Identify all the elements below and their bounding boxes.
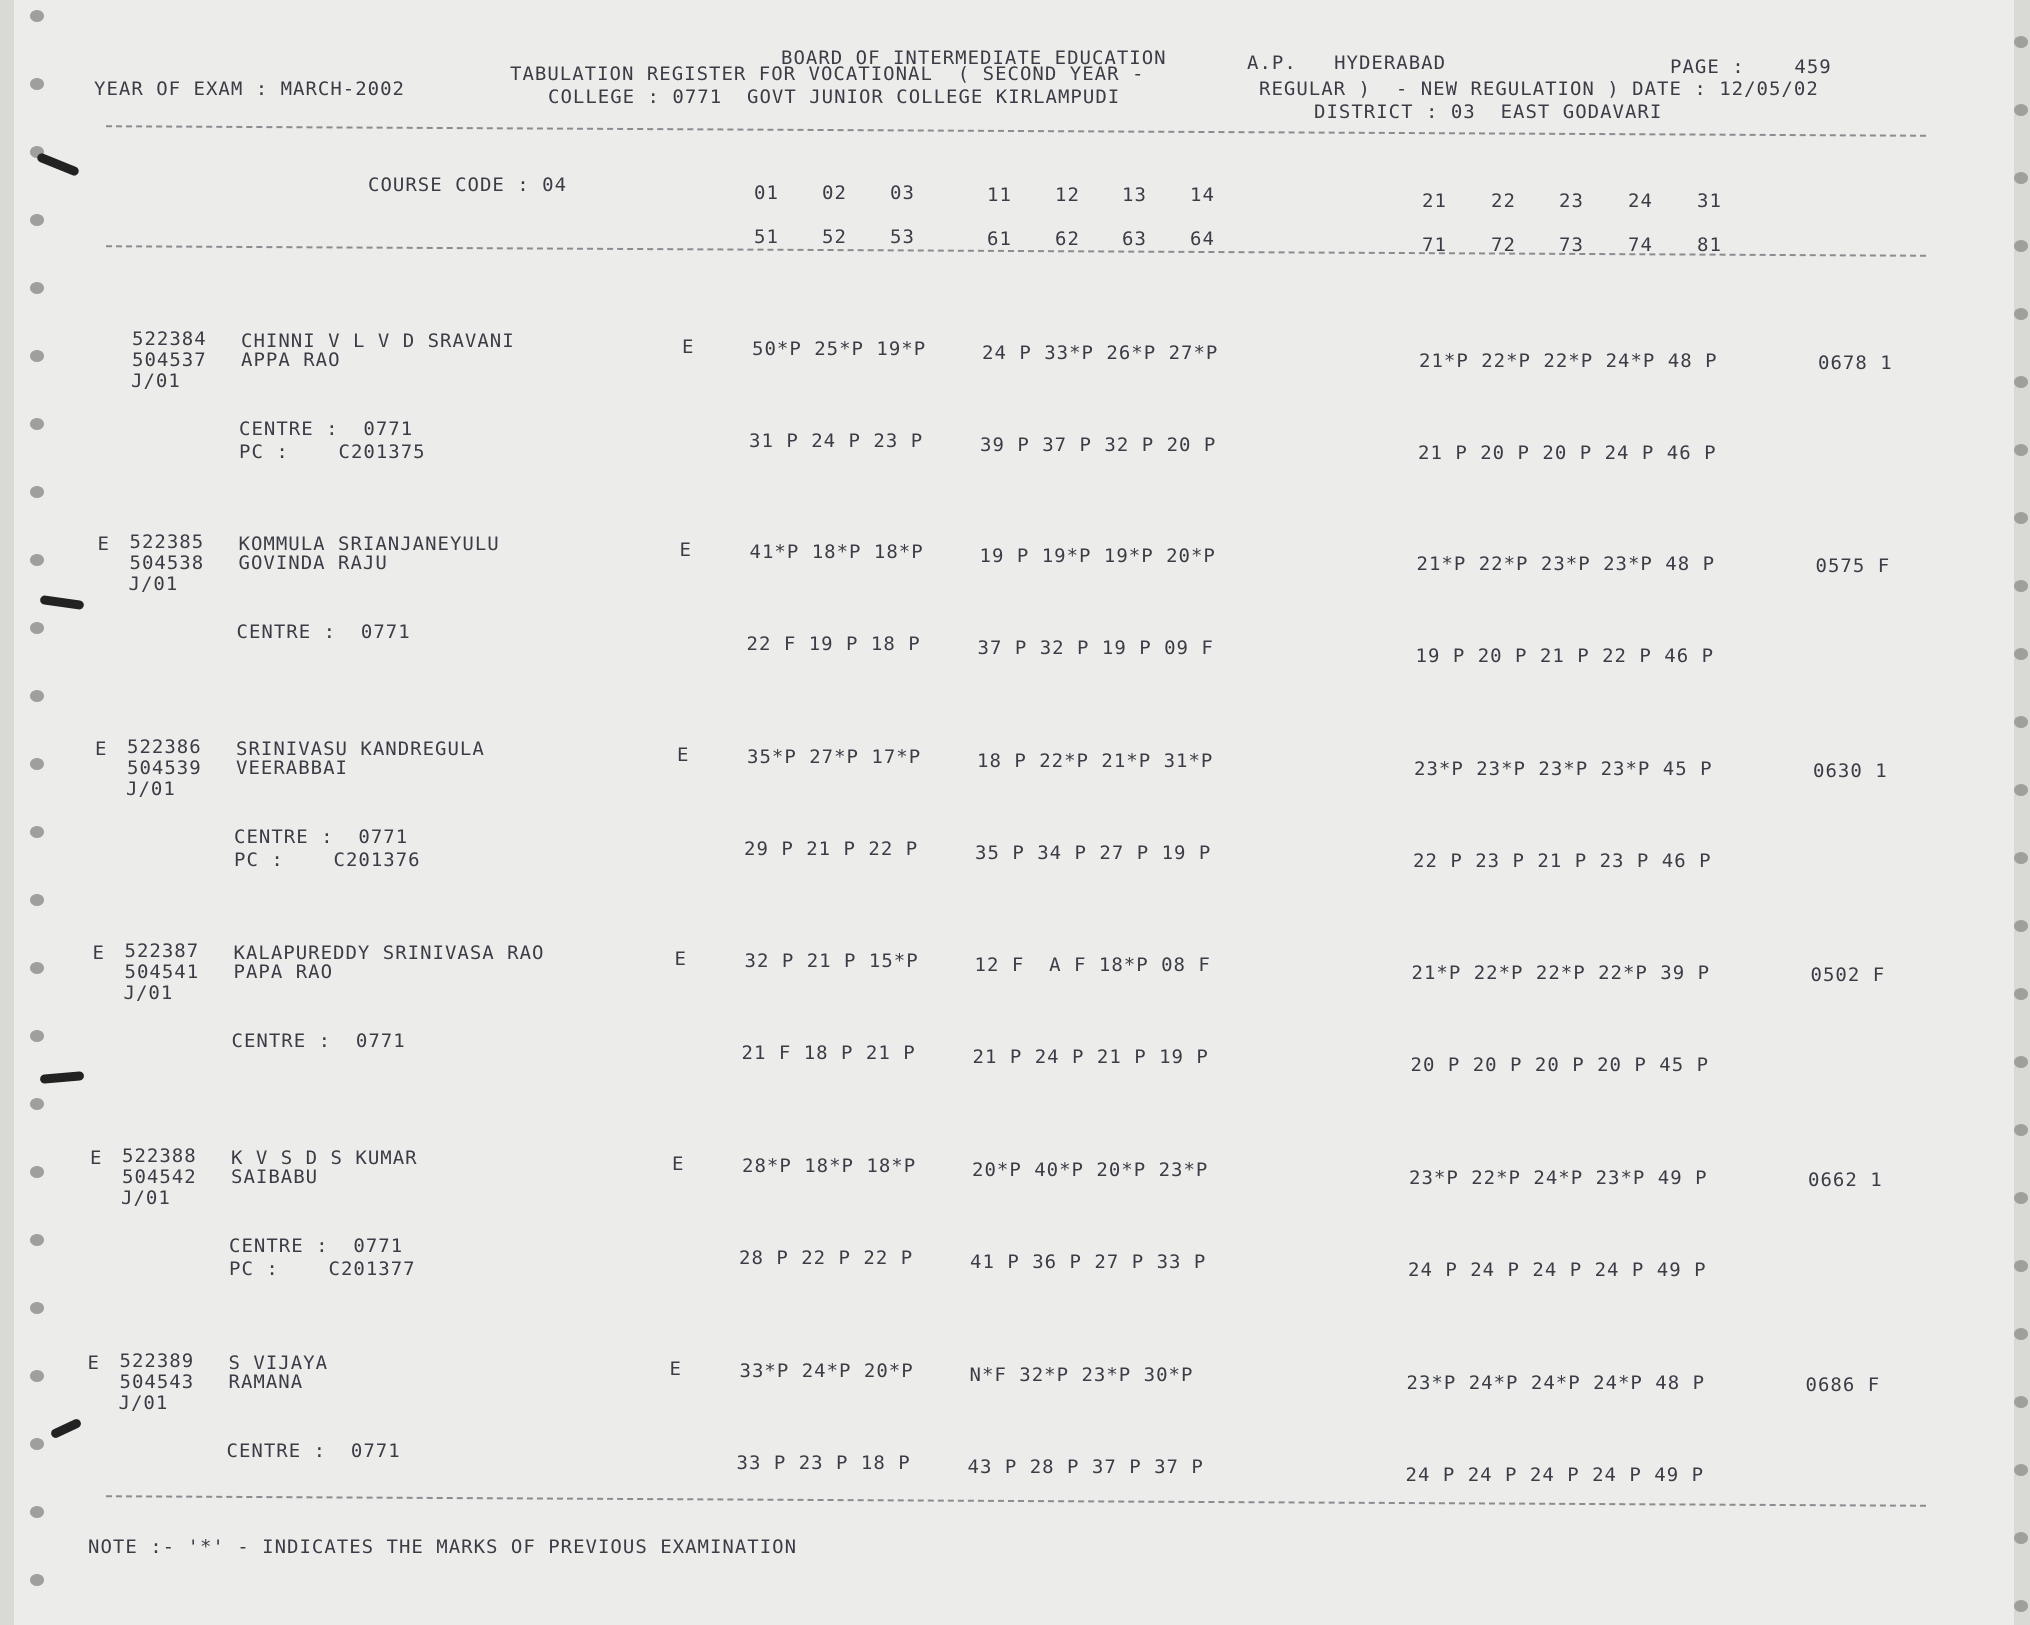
feed-hole: [30, 622, 44, 634]
marks-row1-part1: 28*P 18*P 18*P: [742, 1155, 917, 1177]
feed-hole: [30, 10, 44, 22]
subject-code: 64: [1190, 228, 1215, 250]
subject-code: 14: [1190, 184, 1215, 206]
feed-hole: [30, 1506, 44, 1518]
feed-hole: [30, 758, 44, 770]
marks-row2-part2: 37 P 32 P 19 P 09 F: [977, 637, 1214, 659]
feed-hole: [2014, 1328, 2028, 1340]
marks-row1-part3: 23*P 24*P 24*P 24*P 48 P: [1406, 1372, 1706, 1394]
candidate-name: SRINIVASU KANDREGULA: [236, 738, 485, 760]
marks-row1-part3: 23*P 23*P 23*P 23*P 45 P: [1414, 758, 1713, 780]
feed-hole: [2014, 784, 2028, 796]
father-name: VEERABBAI: [236, 757, 348, 779]
feed-hole: [30, 962, 44, 974]
total-result: 0502 F: [1810, 964, 1886, 986]
marks-row2-part1: 31 P 24 P 23 P: [749, 430, 924, 452]
subject-code: 51: [754, 226, 779, 248]
registration-number: 522386: [127, 736, 202, 758]
total-result: 0575 F: [1815, 555, 1891, 577]
feed-hole: [30, 826, 44, 838]
feed-hole: [2014, 1464, 2028, 1476]
group-code: J/01: [118, 1392, 169, 1414]
subject-code: 71: [1422, 234, 1447, 256]
feed-hole: [30, 214, 44, 226]
marks-row2-part3: 19 P 20 P 21 P 22 P 46 P: [1415, 645, 1715, 667]
hall-ticket-number: 504537: [132, 349, 207, 371]
marks-row1-part1: 33*P 24*P 20*P: [739, 1360, 914, 1382]
marks-row2-part1: 22 F 19 P 18 P: [746, 633, 921, 655]
candidate-name: KOMMULA SRIANJANEYULU: [238, 533, 500, 555]
hall-ticket-number: 504543: [119, 1371, 195, 1393]
register-title: TABULATION REGISTER FOR VOCATIONAL ( SECOND YEAR -: [510, 63, 1145, 85]
subject-code: 72: [1491, 234, 1516, 256]
father-name: PAPA RAO: [233, 961, 334, 983]
registration-number: 522387: [124, 940, 200, 962]
feed-hole: [30, 418, 44, 430]
regulation-date: REGULAR ) - NEW REGULATION ) DATE : 12/05/02: [1259, 78, 1819, 100]
subject-code: 63: [1122, 228, 1147, 250]
marks-row1-part2: 19 P 19*P 19*P 20*P: [979, 545, 1216, 567]
hall-ticket-number: 504542: [122, 1166, 197, 1188]
feed-hole: [30, 1234, 44, 1246]
subject-code: 62: [1055, 228, 1080, 250]
group-code: J/01: [131, 370, 181, 392]
centre: CENTRE : 0771: [229, 1235, 404, 1257]
feed-hole: [2014, 580, 2028, 592]
hall-ticket-number: 504541: [124, 961, 200, 983]
subject-code: 53: [890, 226, 915, 248]
subject-code: 23: [1559, 190, 1584, 212]
subject-code: 22: [1491, 190, 1516, 212]
centre: CENTRE : 0771: [226, 1440, 401, 1462]
subject-code: 31: [1697, 190, 1722, 212]
registration-number: 522384: [132, 328, 207, 350]
feed-hole: [30, 554, 44, 566]
subject-code: 11: [987, 184, 1012, 206]
marks-row2-part2: 35 P 34 P 27 P 19 P: [975, 842, 1212, 864]
board-title: BOARD OF INTERMEDIATE EDUCATION: [781, 47, 1167, 69]
marks-row2-part1: 29 P 21 P 22 P: [744, 838, 919, 860]
pc-number: PC : C201375: [239, 441, 426, 463]
subject-code: 01: [754, 182, 779, 204]
marks-row1-part3: 23*P 22*P 24*P 23*P 49 P: [1409, 1167, 1708, 1189]
college-name: COLLEGE : 0771 GOVT JUNIOR COLLEGE KIRLAMPUDI: [548, 86, 1121, 108]
exempt-flag: E: [90, 1147, 103, 1169]
subject-code: 21: [1422, 190, 1447, 212]
marks-row1-part2: 24 P 33*P 26*P 27*P: [982, 342, 1219, 364]
marks-row1-part2: 20*P 40*P 20*P 23*P: [972, 1159, 1209, 1181]
subject-code: 74: [1628, 234, 1653, 256]
father-name: APPA RAO: [241, 349, 341, 371]
subject-code: 03: [890, 182, 915, 204]
father-name: GOVINDA RAJU: [238, 552, 388, 574]
tabulation-register-sheet: [14, 0, 2014, 1625]
father-name: RAMANA: [228, 1371, 304, 1393]
subject-code: 12: [1055, 184, 1080, 206]
feed-hole: [30, 350, 44, 362]
feed-hole: [30, 1030, 44, 1042]
marks-row1-part1: 32 P 21 P 15*P: [744, 950, 919, 972]
medium: E: [669, 1358, 682, 1380]
feed-hole: [2014, 920, 2028, 932]
subject-code: 02: [822, 182, 847, 204]
feed-hole: [2014, 36, 2028, 48]
feed-hole: [2014, 1124, 2028, 1136]
pc-number: PC : C201377: [229, 1258, 416, 1280]
total-result: 0630 1: [1813, 760, 1888, 782]
marks-row2-part3: 24 P 24 P 24 P 24 P 49 P: [1408, 1259, 1707, 1281]
medium: E: [672, 1153, 685, 1175]
feed-hole: [2014, 1396, 2028, 1408]
marks-row2-part1: 21 F 18 P 21 P: [741, 1042, 916, 1064]
marks-row2-part2: 21 P 24 P 21 P 19 P: [972, 1046, 1209, 1068]
feed-hole: [2014, 1056, 2028, 1068]
marks-row2-part2: 39 P 37 P 32 P 20 P: [980, 434, 1217, 456]
marks-row1-part2: 18 P 22*P 21*P 31*P: [977, 750, 1214, 772]
feed-hole: [2014, 1532, 2028, 1544]
marks-row2-part3: 20 P 20 P 20 P 20 P 45 P: [1410, 1054, 1710, 1076]
total-result: 0678 1: [1818, 352, 1893, 374]
feed-hole: [2014, 1192, 2028, 1204]
medium: E: [682, 336, 695, 358]
subject-code: 73: [1559, 234, 1584, 256]
marks-row2-part1: 33 P 23 P 18 P: [736, 1452, 911, 1474]
candidate-name: CHINNI V L V D SRAVANI: [241, 330, 515, 352]
feed-hole: [2014, 444, 2028, 456]
feed-hole: [30, 1302, 44, 1314]
feed-hole: [2014, 716, 2028, 728]
subject-code: 81: [1697, 234, 1722, 256]
exempt-flag: E: [92, 942, 105, 964]
marks-row1-part1: 41*P 18*P 18*P: [749, 541, 924, 563]
tractor-feed-holes-right: [2008, 0, 2030, 1625]
divider-bottom: [106, 1495, 1926, 1507]
exempt-flag: E: [87, 1352, 100, 1374]
subject-code: 61: [987, 228, 1012, 250]
marks-row2-part1: 28 P 22 P 22 P: [739, 1247, 914, 1269]
marks-row1-part2: N*F 32*P 23*P 30*P: [969, 1364, 1194, 1386]
page-number: PAGE : 459: [1670, 56, 1832, 78]
punch-mark: [50, 1418, 83, 1440]
group-code: J/01: [128, 573, 179, 595]
divider-header: [106, 245, 1926, 257]
marks-row1-part3: 21*P 22*P 22*P 22*P 39 P: [1411, 962, 1711, 984]
course-code: COURSE CODE : 04: [368, 174, 568, 196]
district: DISTRICT : 03 EAST GODAVARI: [1314, 101, 1663, 123]
registration-number: 522385: [129, 531, 205, 553]
exempt-flag: E: [97, 533, 110, 555]
feed-hole: [2014, 172, 2028, 184]
total-result: 0686 F: [1805, 1374, 1881, 1396]
centre: CENTRE : 0771: [236, 621, 411, 643]
hall-ticket-number: 504539: [127, 757, 202, 779]
marks-row2-part2: 43 P 28 P 37 P 37 P: [967, 1456, 1204, 1478]
candidate-name: S VIJAYA: [228, 1352, 329, 1374]
candidate-name: KALAPUREDDY SRINIVASA RAO: [233, 942, 545, 964]
feed-hole: [30, 1166, 44, 1178]
feed-hole: [30, 1098, 44, 1110]
feed-hole: [2014, 512, 2028, 524]
subject-code: 24: [1628, 190, 1653, 212]
father-name: SAIBABU: [231, 1166, 319, 1188]
footer-note: NOTE :- '*' - INDICATES THE MARKS OF PREVIOUS EXAMINATION: [88, 1536, 798, 1558]
feed-hole: [30, 690, 44, 702]
medium: E: [679, 539, 692, 561]
medium: E: [677, 744, 690, 766]
group-code: J/01: [121, 1187, 171, 1209]
feed-hole: [2014, 240, 2028, 252]
state-city: A.P. HYDERABAD: [1247, 52, 1447, 74]
divider-top: [106, 125, 1926, 137]
total-result: 0662 1: [1808, 1169, 1883, 1191]
feed-hole: [2014, 1600, 2028, 1612]
feed-hole: [2014, 104, 2028, 116]
registration-number: 522389: [119, 1350, 195, 1372]
feed-hole: [2014, 648, 2028, 660]
marks-row2-part3: 21 P 20 P 20 P 24 P 46 P: [1418, 442, 1717, 464]
feed-hole: [30, 894, 44, 906]
subject-code: 52: [822, 226, 847, 248]
marks-row2-part3: 22 P 23 P 21 P 23 P 46 P: [1413, 850, 1712, 872]
marks-row1-part2: 12 F A F 18*P 08 F: [974, 954, 1211, 976]
feed-hole: [30, 78, 44, 90]
feed-hole: [30, 282, 44, 294]
feed-hole: [30, 1438, 44, 1450]
centre: CENTRE : 0771: [239, 418, 414, 440]
pc-number: PC : C201376: [234, 849, 421, 871]
registration-number: 522388: [122, 1145, 197, 1167]
centre: CENTRE : 0771: [231, 1030, 406, 1052]
feed-hole: [2014, 988, 2028, 1000]
candidate-name: K V S D S KUMAR: [231, 1147, 418, 1169]
marks-row1-part1: 35*P 27*P 17*P: [747, 746, 922, 768]
hall-ticket-number: 504538: [129, 552, 205, 574]
subject-code: 13: [1122, 184, 1147, 206]
exempt-flag: E: [95, 738, 108, 760]
feed-hole: [2014, 1260, 2028, 1272]
marks-row2-part3: 24 P 24 P 24 P 24 P 49 P: [1405, 1464, 1705, 1486]
marks-row1-part3: 21*P 22*P 22*P 24*P 48 P: [1419, 350, 1718, 372]
feed-hole: [30, 486, 44, 498]
group-code: J/01: [123, 982, 174, 1004]
feed-hole: [2014, 376, 2028, 388]
feed-hole: [2014, 852, 2028, 864]
feed-hole: [2014, 308, 2028, 320]
medium: E: [674, 948, 687, 970]
feed-hole: [30, 1370, 44, 1382]
year-of-exam: YEAR OF EXAM : MARCH-2002: [94, 78, 405, 100]
group-code: J/01: [126, 778, 176, 800]
marks-row1-part3: 21*P 22*P 23*P 23*P 48 P: [1416, 553, 1716, 575]
marks-row1-part1: 50*P 25*P 19*P: [752, 338, 927, 360]
feed-hole: [30, 1574, 44, 1586]
tractor-feed-holes-left: [24, 0, 48, 1625]
centre: CENTRE : 0771: [234, 826, 409, 848]
marks-row2-part2: 41 P 36 P 27 P 33 P: [970, 1251, 1207, 1273]
